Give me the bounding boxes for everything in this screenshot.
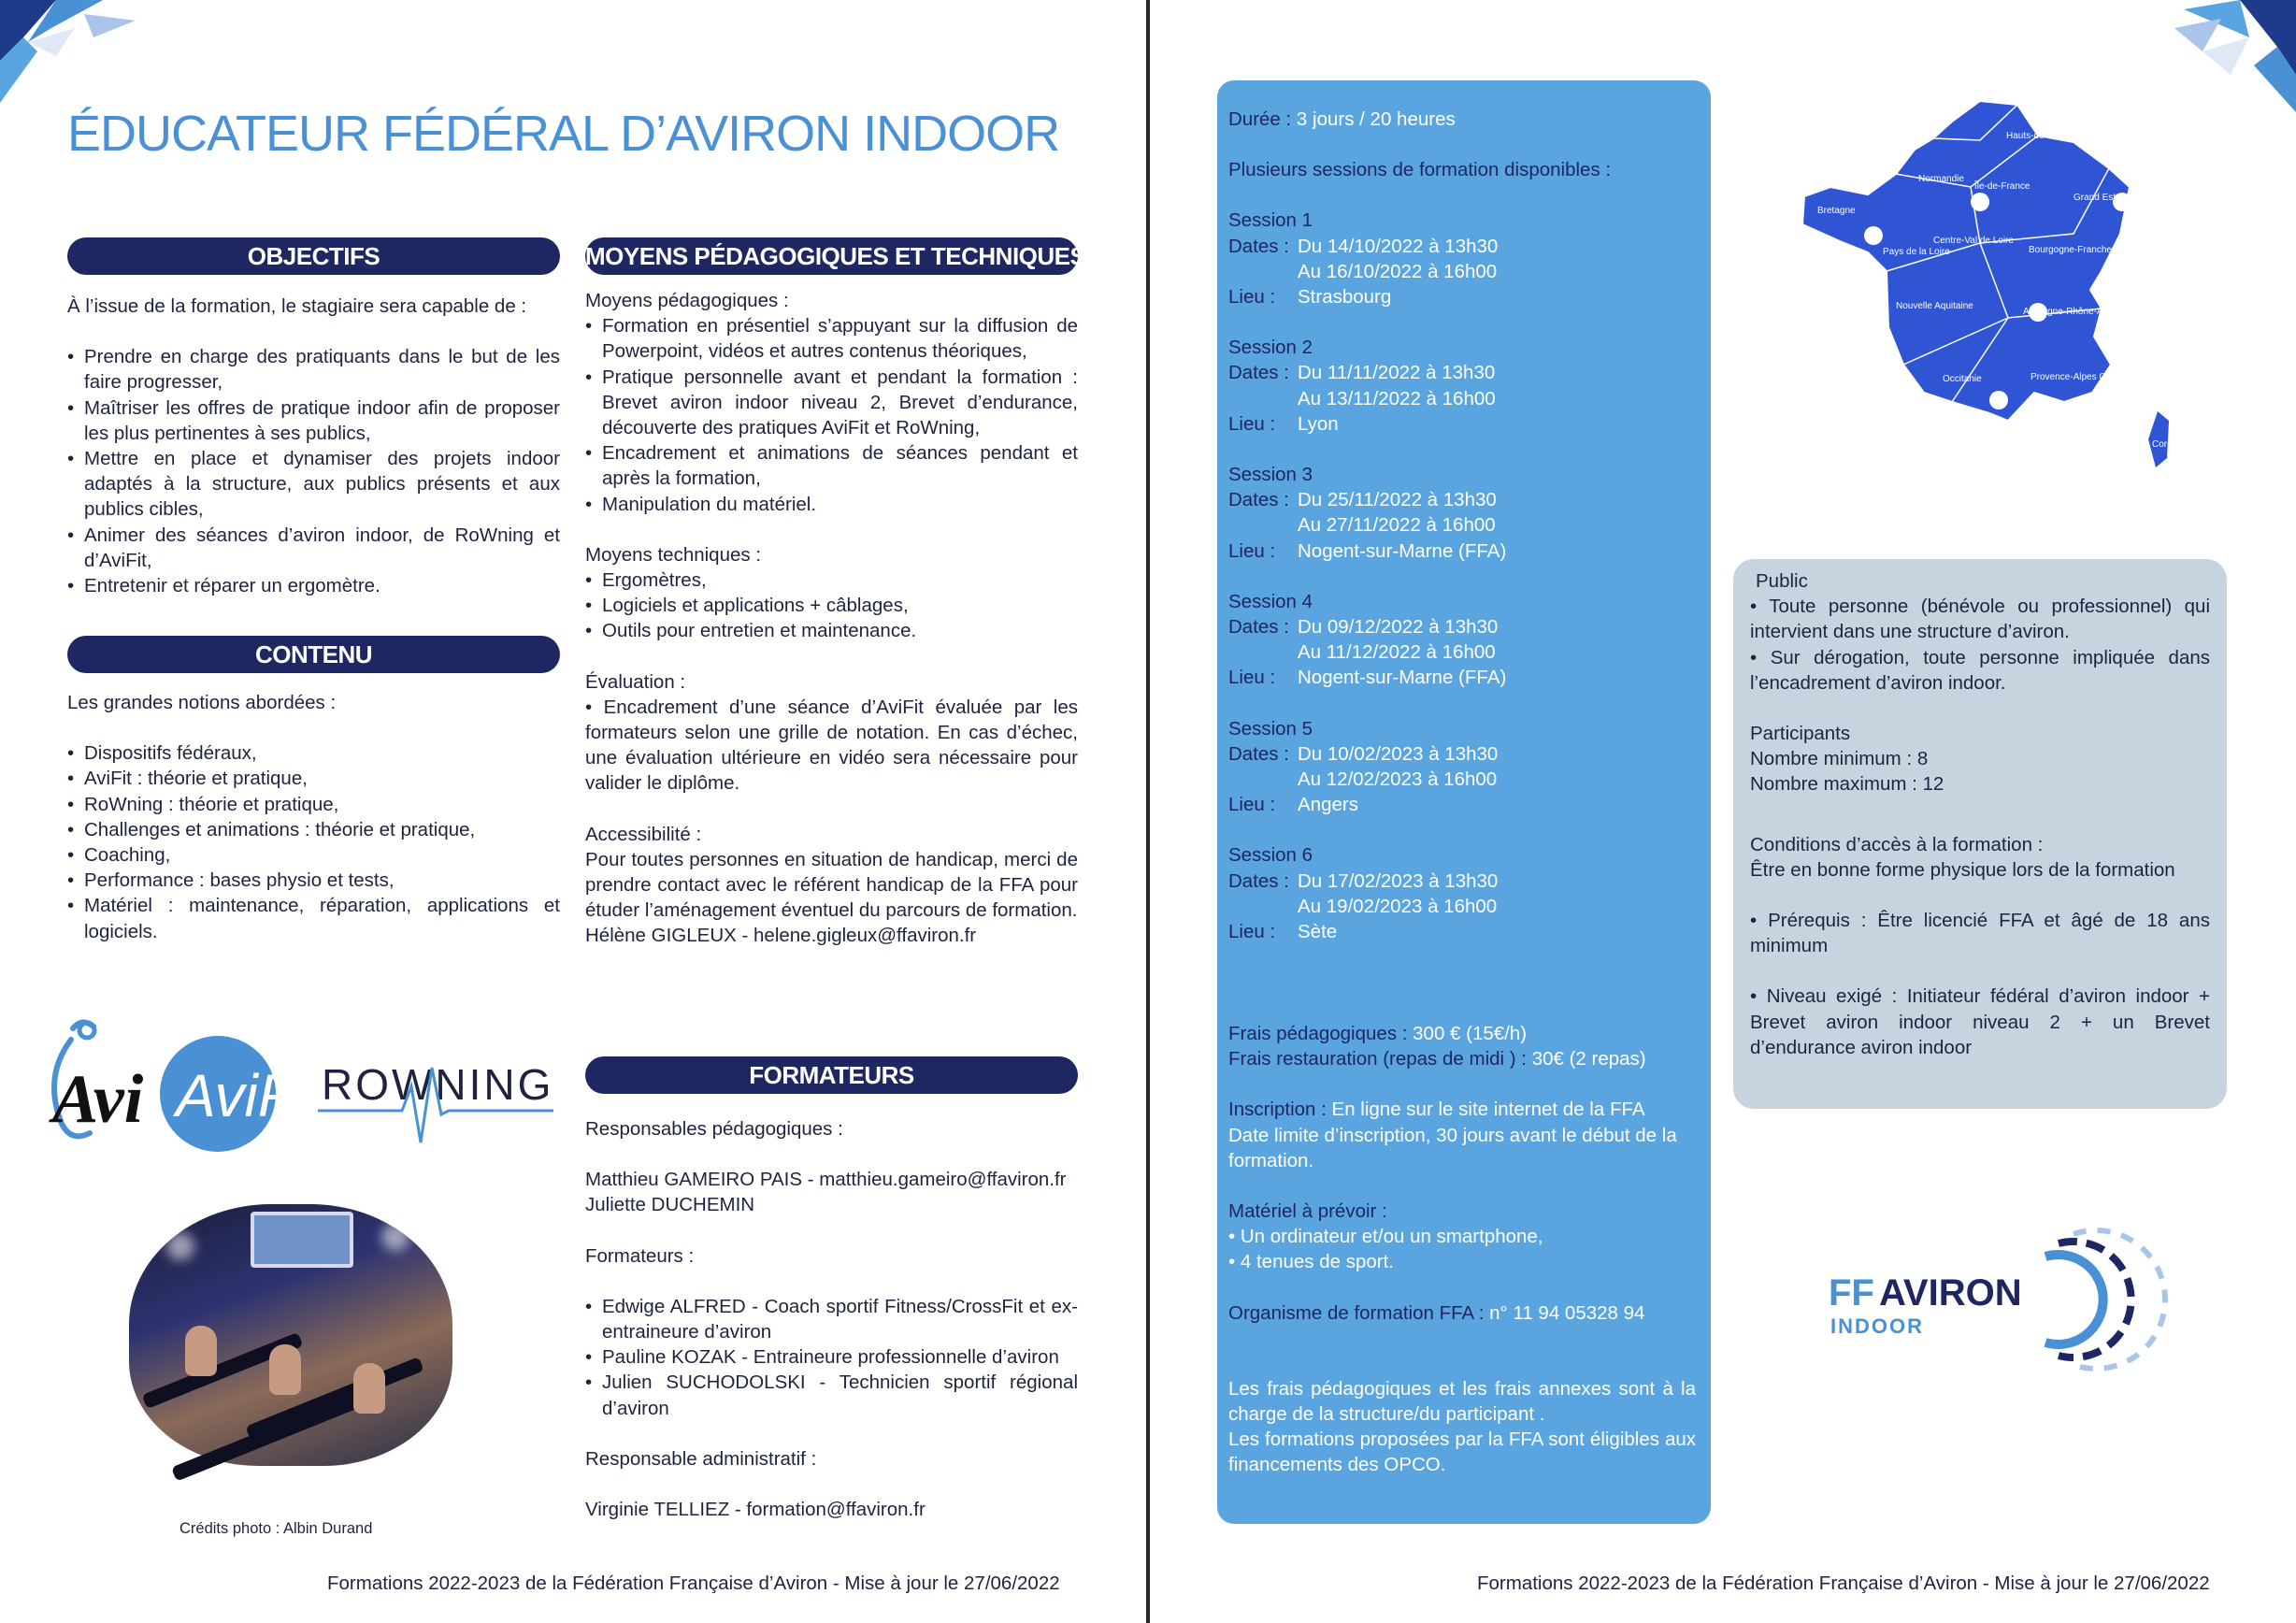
session-6	[1228, 842, 1696, 944]
public-item-2: • Sur dérogation, toute personne impliquée dans l’encadrement d’aviron indoor.	[1750, 646, 2210, 694]
objectifs-list	[67, 344, 560, 598]
resp-admin-title: Responsable administratif :	[585, 1447, 817, 1470]
session-name: Session 5	[1228, 717, 1313, 740]
session-start: Du 17/02/2023 à 13h30	[1298, 869, 1499, 892]
map-region-label: Centre-Val de Loire	[1933, 236, 2014, 246]
list-item: • Coaching,	[67, 842, 560, 868]
moyens-peda-list	[585, 313, 1078, 517]
logo-ff-text: FF	[1829, 1272, 1874, 1314]
footer-left: Formations 2022-2023 de la Fédération Française d’Aviron - Mise à jour le 27/06/2022	[327, 1573, 1060, 1594]
list-item: • Dispositifs fédéraux,	[67, 740, 560, 766]
contenu-list	[67, 740, 560, 944]
rowning-logo	[318, 1040, 553, 1152]
session-lieu: Sète	[1298, 921, 1338, 943]
map-region-label: Occitanie	[1943, 374, 1982, 384]
objectifs-heading: OBJECTIFS	[67, 237, 560, 275]
moyens-tech-list	[585, 567, 1078, 644]
moyens-section	[585, 288, 1078, 949]
session-end: Au 27/11/2022 à 16h00	[1298, 514, 1496, 537]
session-1	[1228, 208, 1696, 309]
session-end: Au 13/11/2022 à 16h00	[1298, 387, 1496, 409]
organisme-label: Organisme de formation FFA :	[1228, 1301, 1490, 1324]
session-end: Au 12/02/2023 à 16h00	[1298, 768, 1498, 791]
dates-label: Dates :	[1228, 362, 1289, 384]
map-region-label: Auvergne-Rhône-Alpes	[2023, 307, 2120, 317]
indoor-rowing-photo	[129, 1204, 452, 1466]
list-item: • Matériel : maintenance, réparation, applications et logiciels.	[67, 893, 560, 943]
avifit-logo-text: AviFit	[176, 1062, 324, 1129]
sessions-intro: Plusieurs sessions de formation disponibles :	[1228, 159, 1612, 181]
list-item: • Pratique personnelle avant et pendant la formation : Brevet aviron indoor niveau 2, Brevet d’endurance, découverte des pratiques AviFit et RoWning,	[585, 365, 1078, 441]
participants-max: Nombre maximum : 12	[1750, 773, 1944, 796]
page-title: ÉDUCATEUR FÉDÉRAL D’AVIRON INDOOR	[67, 106, 1060, 162]
session-name: Session 6	[1228, 844, 1313, 867]
inscription-value: En ligne sur le site internet de la FFA	[1331, 1099, 1645, 1121]
session-start: Du 10/02/2023 à 13h30	[1298, 742, 1499, 765]
resp-peda-title: Responsables pédagogiques :	[585, 1118, 843, 1140]
session-lieu: Strasbourg	[1298, 286, 1392, 309]
duree-label: Durée :	[1228, 108, 1292, 130]
frais-resto-label: Frais restauration (repas de midi ) :	[1228, 1048, 1532, 1070]
list-item: • Edwige ALFRED - Coach sportif Fitness/CrossFit et ex-entraineure d’aviron	[585, 1294, 1078, 1344]
map-region-label: Corse	[2152, 439, 2177, 450]
public-item-1: • Toute personne (bénévole ou professionnel) qui intervient dans une structure d’aviron.	[1750, 596, 2210, 643]
session-4	[1228, 589, 1696, 691]
list-item: • Animer des séances d’aviron indoor, de RoWning et d’AviFit,	[67, 523, 560, 573]
lieu-label: Lieu :	[1228, 412, 1276, 435]
inscription-label: Inscription :	[1228, 1099, 1332, 1121]
footer-right: Formations 2022-2023 de la Fédération Française d’Aviron - Mise à jour le 27/06/2022	[1477, 1573, 2210, 1594]
session-lieu: Nogent-sur-Marne (FFA)	[1298, 667, 1507, 689]
map-region-label: Hauts-de-France	[2006, 131, 2077, 141]
session-name: Session 2	[1228, 337, 1313, 359]
session-2	[1228, 335, 1696, 437]
session-lieu: Nogent-sur-Marne (FFA)	[1298, 539, 1507, 562]
formateurs-heading: FORMATEURS	[585, 1056, 1078, 1094]
list-item: • Performance : bases physio et tests,	[67, 868, 560, 893]
list-item: • Encadrement et animations de séances pendant et après la formation,	[585, 440, 1078, 491]
list-item: • Challenges et animations : théorie et pratique,	[67, 817, 560, 842]
conditions-text: Être en bonne forme physique lors de la formation	[1750, 858, 2175, 881]
map-region-label: Provence-Alpes Côte d’Azur	[2031, 372, 2148, 382]
list-item: • Maîtriser les offres de pratique indoor afin de proposer les plus pertinentes à ses publics,	[67, 395, 560, 446]
dates-label: Dates :	[1228, 742, 1289, 765]
note-opco: Les formations proposées par la FFA sont éligibles aux financements des OPCO.	[1228, 1429, 1696, 1476]
moyens-tech-title: Moyens techniques :	[585, 543, 762, 566]
map-region-label: Normandie	[1918, 174, 1964, 184]
materiel-label: Matériel à prévoir :	[1228, 1200, 1387, 1223]
session-lieu: Angers	[1298, 794, 1358, 816]
page-left	[0, 0, 1146, 1623]
evaluation-title: Évaluation :	[585, 670, 686, 693]
map-region-label: Pays de la Loire	[1883, 247, 1950, 257]
map-region-label: Nouvelle Aquitaine	[1896, 301, 1973, 311]
frais-peda-value: 300 € (15€/h)	[1413, 1023, 1528, 1044]
session-start: Du 09/12/2022 à 13h30	[1298, 616, 1499, 639]
session-end: Au 19/02/2023 à 16h00	[1298, 895, 1498, 917]
session-start: Du 25/11/2022 à 13h30	[1298, 489, 1497, 511]
list-item: • Outils pour entretien et maintenance.	[585, 618, 1078, 643]
dates-label: Dates :	[1228, 489, 1289, 511]
session-3	[1228, 462, 1696, 564]
public-info-content	[1750, 568, 2210, 1060]
accessibilite-title: Accessibilité :	[585, 823, 702, 845]
session-lieu: Lyon	[1298, 412, 1339, 435]
corner-decoration-left	[0, 0, 140, 103]
session-end: Au 11/12/2022 à 16h00	[1298, 641, 1496, 664]
moyens-heading: MOYENS PÉDAGOGIQUES ET TECHNIQUES	[585, 237, 1078, 275]
page-right	[1150, 0, 2296, 1623]
contenu-heading: CONTENU	[67, 636, 560, 673]
evaluation-text: • Encadrement d’une séance d’AviFit évaluée par les formateurs selon une grille de notation. En cas d’échec, une évaluation ultérieure en vidéo sera nécessaire pour valider le diplôme.	[585, 696, 1078, 795]
lieu-label: Lieu :	[1228, 667, 1276, 689]
session-name: Session 3	[1228, 464, 1313, 486]
list-item: • Mettre en place et dynamiser des projets indoor adaptés à la structure, aux publics présents et aux publics cibles,	[67, 446, 560, 523]
lieu-label: Lieu :	[1228, 286, 1276, 309]
map-region-label: Bourgogne-Franche-Comté	[2029, 245, 2143, 255]
public-title: Public	[1756, 570, 1808, 592]
formateurs-section	[585, 1116, 1078, 1522]
list-item: • Logiciels et applications + câblages,	[585, 593, 1078, 618]
participants-title: Participants	[1750, 723, 1851, 745]
moyens-peda-title: Moyens pédagogiques :	[585, 290, 789, 311]
organisme-value: n° 11 94 05328 94	[1489, 1301, 1645, 1324]
list-item: • Ergomètres,	[585, 567, 1078, 593]
prerequis: • Prérequis : Être licencié FFA et âgé de 18 ans minimum	[1750, 910, 2210, 957]
note-frais: Les frais pédagogiques et les frais annexes sont à la charge de la structure/du participant .	[1228, 1377, 1696, 1426]
dates-label: Dates :	[1228, 869, 1289, 892]
frais-resto-value: 30€ (2 repas)	[1531, 1048, 1646, 1070]
session-start: Du 11/11/2022 à 13h30	[1298, 362, 1496, 384]
dates-label: Dates :	[1228, 616, 1289, 639]
list-item: • Julien SUCHODOLSKI - Technicien sportif régional d’aviron	[585, 1370, 1078, 1420]
dates-label: Dates :	[1228, 235, 1289, 257]
list-item: • Un ordinateur et/ou un smartphone,	[1228, 1226, 1543, 1248]
session-name: Session 1	[1228, 209, 1313, 232]
list-item: • Manipulation du matériel.	[585, 492, 1078, 517]
list-item: • 4 tenues de sport.	[1228, 1251, 1394, 1273]
list-item: • Formation en présentiel s’appuyant sur la diffusion de Powerpoint, vidéos et autres contenus théoriques,	[585, 313, 1078, 364]
france-map	[1793, 84, 2186, 486]
svg-text:Avi: Avi	[52, 1061, 144, 1138]
list-item: • RoWning : théorie et pratique,	[67, 792, 560, 817]
resp-admin-1: Virginie TELLIEZ - formation@ffaviron.fr	[585, 1499, 926, 1521]
session-5	[1228, 716, 1696, 818]
logo-indoor-text: INDOOR	[1830, 1314, 1924, 1338]
lieu-label: Lieu :	[1228, 794, 1276, 816]
formateurs-list	[585, 1294, 1078, 1421]
list-item: • Pauline KOZAK - Entraineure professionnelle d’aviron	[585, 1344, 1078, 1370]
resp-peda-2: Juliette DUCHEMIN	[585, 1194, 755, 1216]
fees-content	[1228, 1021, 1696, 1478]
conditions-title: Conditions d’accès à la formation :	[1750, 833, 2044, 855]
avifit-logo	[36, 1012, 324, 1152]
niveau-exige: • Niveau exigé : Initiateur fédéral d’aviron indoor + Brevet aviron indoor niveau 2 + un Brevet d’endurance aviron indoor	[1750, 985, 2210, 1058]
map-region-label: Bretagne	[1817, 206, 1856, 216]
rowning-logo-text: ROWNING	[322, 1060, 554, 1109]
resp-peda-1: Matthieu GAMEIRO PAIS - matthieu.gameiro@ffaviron.fr	[585, 1169, 1067, 1191]
session-start: Du 14/10/2022 à 13h30	[1298, 235, 1499, 257]
participants-min: Nombre minimum : 8	[1750, 748, 1929, 770]
lieu-label: Lieu :	[1228, 539, 1276, 562]
ffaviron-indoor-logo	[1829, 1234, 2137, 1365]
objectifs-section	[67, 294, 560, 598]
list-item: • Entretenir et réparer un ergomètre.	[67, 573, 560, 598]
session-end: Au 16/10/2022 à 16h00	[1298, 260, 1498, 282]
contenu-section	[67, 690, 560, 944]
session-name: Session 4	[1228, 590, 1313, 612]
session-info-content	[1228, 107, 1696, 944]
list-item: • AviFit : théorie et pratique,	[67, 766, 560, 791]
date-limite: Date limite d’inscription, 30 jours avant le début de la formation.	[1228, 1124, 1677, 1171]
photo-credit: Crédits photo : Albin Durand	[179, 1520, 373, 1537]
frais-peda-label: Frais pédagogiques :	[1228, 1023, 1413, 1044]
accessibilite-text: Pour toutes personnes en situation de handicap, merci de prendre contact avec le référent handicap de la FFA pour étuder l’aménagement éventuel du parcours de formation.	[585, 848, 1078, 922]
handicap-contact: Hélène GIGLEUX - helene.gigleux@ffaviron.fr	[585, 925, 977, 947]
formateurs-title: Formateurs :	[585, 1244, 695, 1267]
logo-aviron-text: AVIRON	[1879, 1272, 2022, 1314]
map-region-label: Grand Est	[2074, 193, 2117, 203]
objectifs-intro: À l’issue de la formation, le stagiaire sera capable de :	[67, 295, 527, 317]
duree-value: 3 jours / 20 heures	[1291, 108, 1456, 130]
lieu-label: Lieu :	[1228, 921, 1276, 943]
map-region-label: Île-de-France	[1974, 181, 2031, 192]
list-item: • Prendre en charge des pratiquants dans le but de les faire progresser,	[67, 344, 560, 395]
contenu-intro: Les grandes notions abordées :	[67, 692, 337, 713]
